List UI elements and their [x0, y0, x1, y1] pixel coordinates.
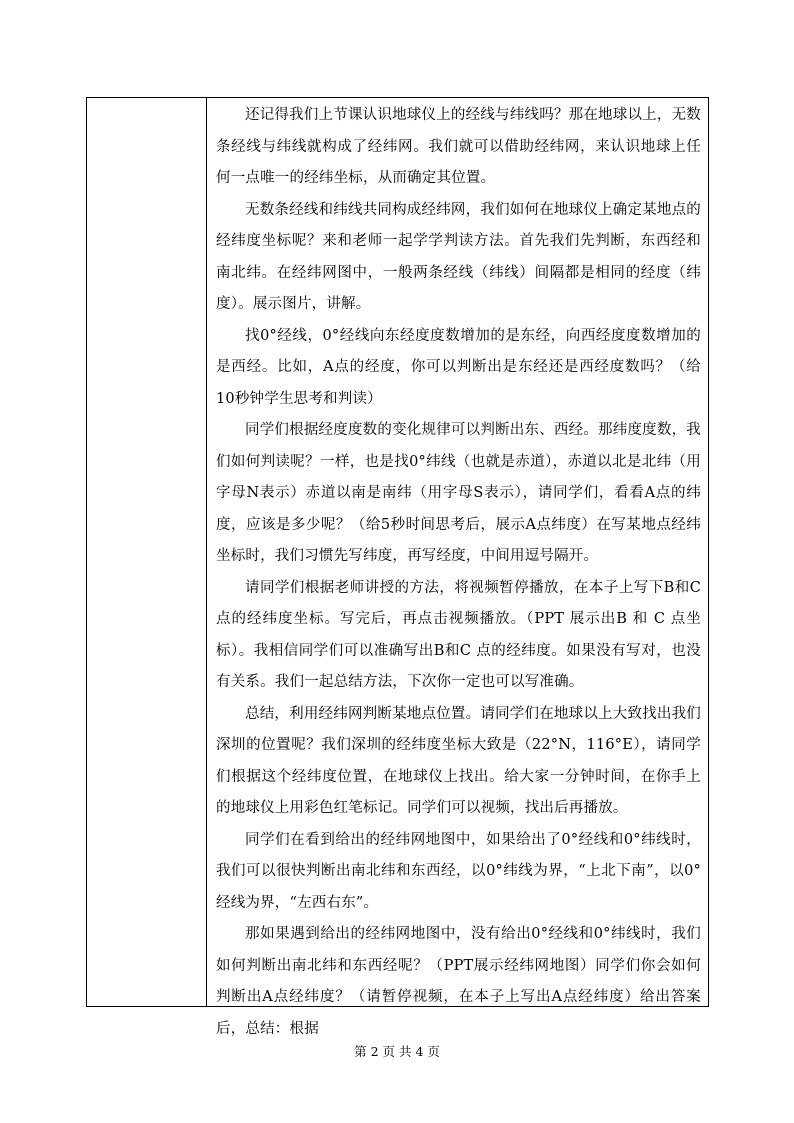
- page-number-footer: 第 2 页 共 4 页: [354, 1044, 440, 1059]
- paragraph-summary-shenzhen: 总结，利用经纬网判断某地点位置。请同学们在地球以上大致找出我们深圳的位置呢？我们深圳的经纬度坐标大致是（22°N，116°E），请同学们根据这个经纬度位置，在地球仪上找出。给大家一分钟时间，在你手上的地球仪上用彩色红笔标记。同学们可以视频，找出后再播放。: [216, 705, 701, 816]
- paragraph-practice-b-c: 请同学们根据老师讲授的方法，将视频暂停播放，在本子上写下B和C点的经纬度坐标。写完后，再点击视频播放。（PPT 展示出B 和 C 点坐标）。我相信同学们可以准确写出B和C 点的经纬度。如果没有写对，也没有关系。我们一起总结方法，下次你一定也可以写准确。: [216, 579, 701, 690]
- paragraph-zero-lines-missing: 那如果遇到给出的经纬网地图中，没有给出0°经线和0°纬线时，我们如何判断出南北纬和东西经呢？（PPT展示经纬网地图）同学们你会如何判断出A点经纬度？（请暂停视频，在本子上写出A点经纬度）给出答案后，总结：根据: [216, 926, 701, 1037]
- paragraph-longitude: 找0°经线，0°经线向东经度度数增加的是东经，向西经度度数增加的是西经。比如，A点的经度，你可以判断出是东经还是西经度数吗？（给10秒钟学生思考和判读）: [216, 327, 701, 407]
- paragraph-zero-lines-given: 同学们在看到给出的经纬网地图中，如果给出了0°经线和0°纬线时，我们可以很快判断出南北纬和东西经，以0°纬线为界，“上北下南”，以0°经线为界，“左西右东”。: [216, 831, 701, 911]
- table-left-cell: [87, 98, 207, 1006]
- table-content-cell: [207, 98, 708, 1037]
- paragraph-reading-method: 无数条经线和纬线共同构成经纬网，我们如何在地球仪上确定某地点的经纬度坐标呢？来和老师一起学学判读方法。首先我们先判断，东西经和南北纬。在经纬网图中，一般两条经线（纬线）间隔都是相同的经度（纬度）。展示图片，讲解。: [216, 201, 701, 312]
- paragraph-latitude: 同学们根据经度度数的变化规律可以判断出东、西经。那纬度度数，我们如何判读呢？一样，也是找0°纬线（也就是赤道），赤道以北是北纬（用字母N表示）赤道以南是南纬（用字母S表示），请同学们，看看A点的纬度，应该是多少呢？（给5秒时间思考后，展示A点纬度）在写某地点经纬坐标时，我们习惯先写纬度，再写经度，中间用逗号隔开。: [216, 422, 701, 564]
- paragraph-review-graticule: 还记得我们上节课认识地球仪上的经线与纬线吗？那在地球以上，无数条经线与纬线就构成了经纬网。我们就可以借助经纬网，来认识地球上任何一点唯一的经纬坐标，从而确定其位置。: [216, 107, 701, 186]
- lesson-table: [86, 97, 709, 1037]
